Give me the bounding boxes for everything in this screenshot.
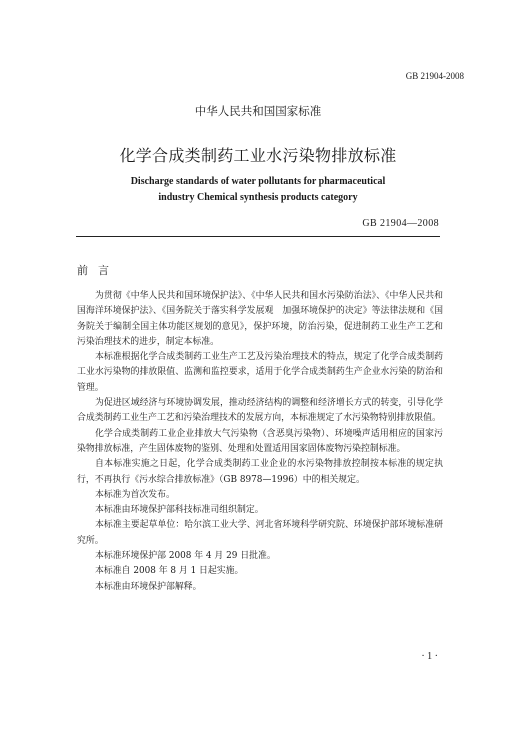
foreword-body — [77, 289, 443, 595]
title-en-line-2: industry Chemical synthesis products category — [158, 192, 358, 203]
page-number: · 1 · — [421, 651, 438, 662]
foreword-heading: 前言 — [77, 264, 119, 277]
document-title-en — [0, 174, 516, 206]
foreword-paragraph: 本标准根据化学合成类制药工业生产工艺及污染治理技术的特点，规定了化学合成类制药工业水污染物的排放限值、监测和监控要求，适用于化学合成类制药生产企业水污染的防治和管理。 — [77, 352, 443, 393]
document-title-cn: 化学合成类制药工业水污染物排放标准 — [119, 146, 397, 165]
foreword-paragraph: 本标准由环境保护部解释。 — [95, 581, 202, 592]
standard-code: GB 21904—2008 — [362, 218, 439, 229]
foreword-paragraph: 本标准自 2008 年 8 月 1 日起实施。 — [95, 566, 244, 577]
foreword-paragraph: 为贯彻《中华人民共和国环境保护法》、《中华人民共和国水污染防治法》、《中华人民共和国海洋环境保护法》、《国务院关于落实科学发展观 加强环境保护的决定》等法律法规和《国务院关于编制全国主体功能区规划的意见》，保护环境，防治污染，促进制药工业生产工艺和污染治理技术的进步，制定本标准。 — [77, 291, 443, 347]
foreword-paragraph: 自本标准实施之日起，化学合成类制药工业企业的水污染物排放控制按本标准的规定执行，不再执行《污水综合排放标准》（GB 8978—1996）中的相关规定。 — [77, 459, 443, 485]
foreword-paragraph: 化学合成类制药工业企业排放大气污染物（含恶臭污染物）、环境噪声适用相应的国家污染物排放标准，产生固体废物的鉴别、处理和处置适用国家固体废物污染控制标准。 — [77, 428, 443, 454]
foreword-paragraph: 为促进区域经济与环境协调发展，推动经济结构的调整和经济增长方式的转变，引导化学合成类制药工业生产工艺和污染治理技术的发展方向，本标准规定了水污染物特别排放限值。 — [77, 398, 443, 424]
standard-issuer: 中华人民共和国国家标准 — [194, 104, 322, 118]
foreword-paragraph: 本标准由环境保护部科技标准司组织制定。 — [95, 505, 264, 516]
foreword-paragraph: 本标准主要起草单位：哈尔滨工业大学、河北省环境科学研究院、环境保护部环境标准研究所。 — [77, 520, 443, 546]
standard-code-top: GB 21904-2008 — [405, 71, 464, 81]
foreword-paragraph: 本标准环境保护部 2008 年 4 月 29 日批准。 — [95, 551, 276, 562]
foreword-paragraph: 本标准为首次发布。 — [95, 489, 175, 500]
header-divider — [76, 236, 440, 237]
title-en-line-1: Discharge standards of water pollutants for pharmaceutical — [130, 176, 386, 187]
